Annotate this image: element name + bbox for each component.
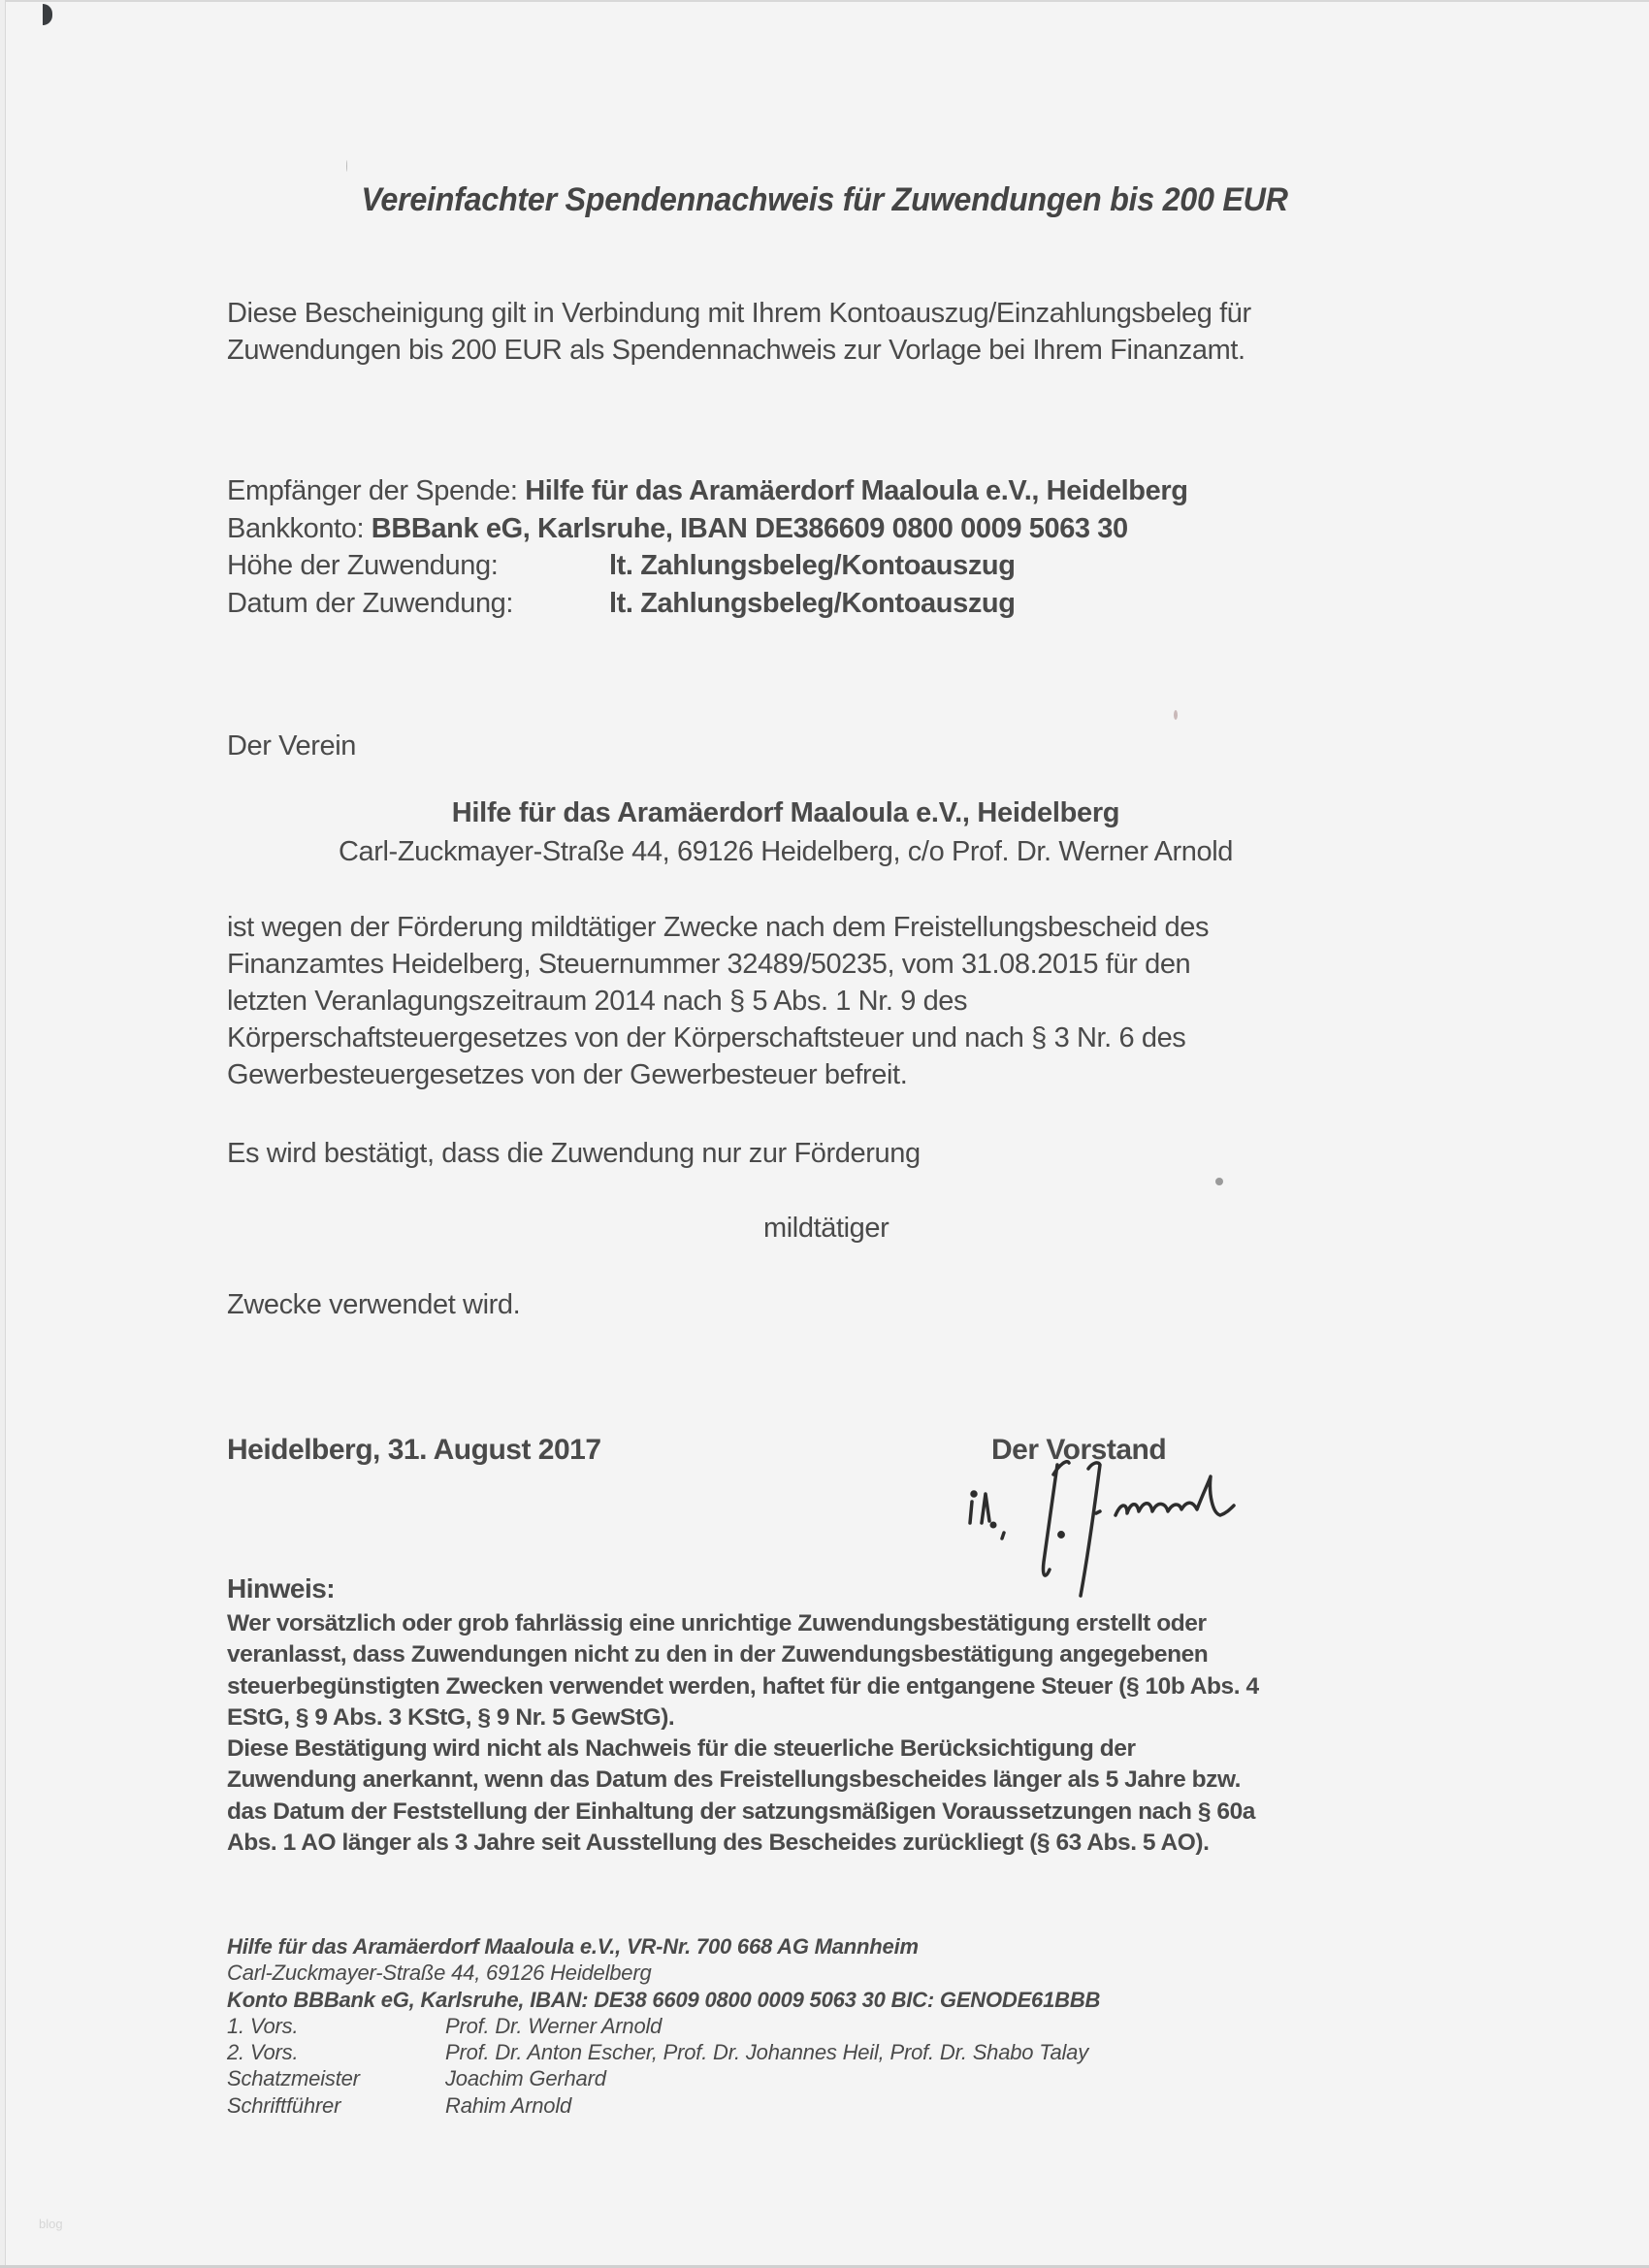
notice-title: Hinweis: — [227, 1573, 336, 1604]
officer-name: Rahim Arnold — [445, 2092, 572, 2118]
confirmation-end: Zwecke verwendet wird. — [227, 1289, 521, 1320]
page-edge-top — [0, 0, 1649, 2]
notice-line: Wer vorsätzlich oder grob fahrlässig eine unrichtige Zuwendungsbestätigung erstellt oder — [227, 1610, 1207, 1636]
bank-value: BBBank eG, Karlsruhe, IBAN DE386609 0800 0009 5063 30 — [371, 512, 1128, 544]
scan-speck — [1215, 1178, 1223, 1185]
officer-role: 2. Vors. — [227, 2040, 299, 2065]
scan-punch-mark — [43, 4, 52, 25]
exemption-line: letzten Veranlagungszeitraum 2014 nach § 5 Abs. 1 Nr. 9 des — [227, 986, 968, 1017]
board-label: Der Vorstand — [991, 1434, 1167, 1466]
officer-role: Schatzmeister — [227, 2066, 360, 2091]
letterhead-footer — [227, 1933, 1100, 2119]
scan-speck — [1174, 710, 1178, 720]
notice-line: Abs. 1 AO länger als 3 Jahre seit Ausstellung des Bescheides zurückliegt (§ 63 Abs. 5 AO). — [227, 1830, 1210, 1857]
officer-row — [227, 2013, 1100, 2039]
amount-label: Höhe der Zuwendung: — [227, 550, 499, 581]
document-title: Vereinfachter Spendennachweis für Zuwendungen bis 200 EUR — [361, 181, 1288, 218]
footer-bank-line: Konto BBBank eG, Karlsruhe, IBAN: DE38 6609 0800 0009 5063 30 BIC: GENODE61BBB — [227, 1987, 1101, 2012]
footer-org-line: Hilfe für das Aramäerdorf Maaloula e.V., VR-Nr. 700 668 AG Mannheim — [227, 1934, 919, 1959]
notice-line: das Datum der Feststellung der Einhaltung der satzungsmäßigen Voraussetzungen nach § 60a — [227, 1798, 1255, 1825]
exemption-line: Körperschaftsteuergesetzes von der Körperschaftsteuer und nach § 3 Nr. 6 des — [227, 1022, 1186, 1053]
footer-address-line: Carl-Zuckmayer-Straße 44, 69126 Heidelberg — [227, 1960, 652, 1986]
notice-line: Zuwendung anerkannt, wenn das Datum des Freistellungsbescheides länger als 5 Jahre bzw. — [227, 1766, 1242, 1794]
bank-label: Bankkonto: — [227, 512, 365, 544]
recipient-label: Empfänger der Spende: — [227, 475, 518, 506]
officer-role: 1. Vors. — [227, 2013, 299, 2038]
der-verein-label: Der Verein — [227, 730, 357, 761]
officer-name: Joachim Gerhard — [445, 2066, 606, 2091]
notice-line: steuerbegünstigten Zwecken verwendet werden, haftet für die entgangene Steuer (§ 10b Abs. 4 — [227, 1672, 1259, 1700]
place-and-date: Heidelberg, 31. August 2017 — [227, 1434, 601, 1466]
date-label: Datum der Zuwendung: — [227, 587, 514, 619]
handwritten-signature — [960, 1455, 1368, 1610]
date-value: lt. Zahlungsbeleg/Kontoauszug — [609, 587, 1016, 619]
scan-speck — [346, 160, 347, 172]
officer-role: Schriftführer — [227, 2092, 341, 2118]
officer-row — [227, 2039, 1100, 2065]
organization-name: Hilfe für das Aramäerdorf Maaloula e.V., Heidelberg — [451, 797, 1120, 828]
notice-line: Diese Bestätigung wird nicht als Nachweis für die steuerliche Berücksichtigung der — [227, 1735, 1136, 1763]
intro-line: Zuwendungen bis 200 EUR als Spendennachweis zur Vorlage bei Ihrem Finanzamt. — [227, 335, 1245, 366]
officer-name: Prof. Dr. Werner Arnold — [445, 2013, 663, 2038]
recipient-value: Hilfe für das Aramäerdorf Maaloula e.V., Heidelberg — [525, 475, 1188, 506]
intro-paragraph — [227, 295, 1251, 369]
purpose-value: mildtätiger — [763, 1213, 889, 1244]
exemption-line: Gewerbesteuergesetzes von der Gewerbesteuer befreit. — [227, 1059, 908, 1090]
organization-address: Carl-Zuckmayer-Straße 44, 69126 Heidelberg, c/o Prof. Dr. Werner Arnold — [338, 836, 1234, 867]
date-row — [227, 585, 1188, 623]
watermark: blog — [39, 2217, 63, 2231]
notice-paragraph — [227, 1608, 1259, 1859]
amount-value: lt. Zahlungsbeleg/Kontoauszug — [609, 550, 1016, 581]
exemption-line: ist wegen der Förderung mildtätiger Zwecke nach dem Freistellungsbescheid des — [227, 912, 1210, 943]
notice-line: veranlasst, dass Zuwendungen nicht zu den in der Zuwendungsbestätigung angegebenen — [227, 1641, 1209, 1669]
officer-row — [227, 2092, 1100, 2119]
officer-row — [227, 2065, 1100, 2091]
recipient-details — [227, 472, 1188, 622]
page-edge-left — [0, 0, 6, 2268]
bank-row — [227, 510, 1188, 548]
notice-line: EStG, § 9 Abs. 3 KStG, § 9 Nr. 5 GewStG). — [227, 1703, 675, 1731]
intro-line: Diese Bescheinigung gilt in Verbindung mit Ihrem Kontoauszug/Einzahlungsbeleg für — [227, 298, 1251, 329]
tax-exemption-paragraph — [227, 909, 1209, 1093]
recipient-row — [227, 472, 1188, 510]
exemption-line: Finanzamtes Heidelberg, Steuernummer 32489/50235, vom 31.08.2015 für den — [227, 949, 1191, 980]
amount-row — [227, 547, 1188, 585]
confirmation-start: Es wird bestätigt, dass die Zuwendung nur zur Förderung — [227, 1138, 921, 1169]
officer-name: Prof. Dr. Anton Escher, Prof. Dr. Johannes Heil, Prof. Dr. Shabo Talay — [445, 2040, 1089, 2065]
